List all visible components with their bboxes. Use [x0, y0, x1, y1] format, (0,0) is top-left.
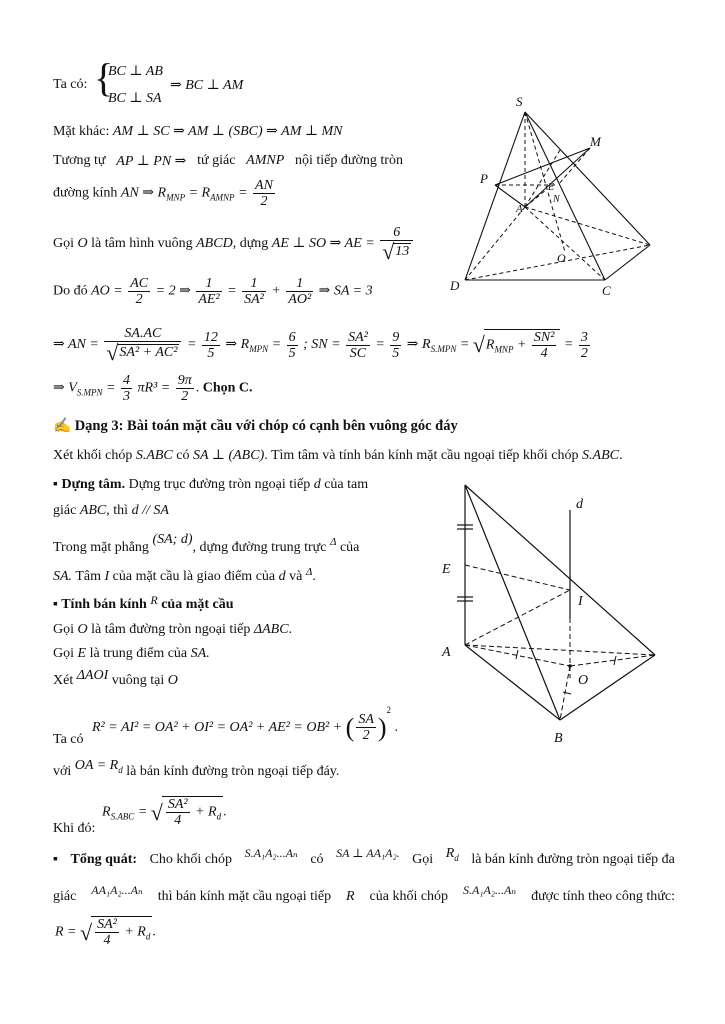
frac-den: AO² [288, 292, 312, 307]
frac-num: SA [358, 712, 374, 728]
tq-d: SA ⊥ AA₁A₂. [336, 846, 400, 860]
frac-num: 1 [196, 276, 221, 292]
v-d: . [195, 380, 200, 396]
voi-a: với [53, 764, 72, 779]
frac-num: 3 [580, 329, 588, 345]
edge-SD [465, 112, 525, 280]
frac-num: 9π [177, 373, 192, 388]
frac-den: 3 [123, 389, 130, 404]
goi-e: , dựng [232, 236, 269, 252]
edge-AB [525, 207, 650, 245]
xetao-d: O [167, 673, 178, 688]
dodo-label: Do đó [53, 283, 88, 299]
sqrt-sign: √ [80, 919, 93, 945]
tongquat-line-2 [53, 883, 675, 905]
trong-a: Trong mặt phẳng [53, 540, 149, 555]
chon-answer: Chọn C. [202, 380, 253, 396]
frac-num: AN [255, 178, 273, 193]
goi-b: O [77, 236, 88, 252]
dungtam-c: của tam [324, 477, 369, 492]
tongquat-line [53, 846, 675, 869]
diag-AC [525, 207, 605, 280]
duongkinh-sub2: AMNP [210, 192, 235, 203]
an-r2: + [516, 337, 527, 353]
taco-label-2: Ta có [53, 732, 84, 747]
voi-line [53, 758, 340, 781]
tuongtu-c: tứ giác [197, 153, 236, 168]
frac-den: 2 [135, 292, 143, 307]
v-frac2 [176, 373, 194, 404]
duongkinh-d: = [238, 185, 248, 201]
tam-a: SA. [53, 569, 73, 584]
tam-b: Tâm [75, 569, 101, 584]
an-h: = [459, 337, 470, 353]
tq2-f: S.A₁A₂...Aₙ [462, 883, 517, 897]
voi-b: OA = R [74, 758, 119, 773]
v-c: πR³ = [137, 380, 171, 396]
goi-d: ABCD [196, 236, 233, 252]
matkhac-label: Mặt khác: [53, 124, 110, 139]
dodo-c: = [227, 283, 237, 299]
duongkinh-a: đường kính [53, 185, 118, 201]
mark-3 [563, 692, 571, 694]
tinhbankinh-line [53, 593, 234, 613]
tq-rd [446, 846, 459, 863]
tq-a: Cho khối chóp [149, 852, 233, 867]
an-c: ⇒ R [225, 337, 250, 353]
frac-den: 4 [174, 813, 182, 828]
goi1-line [53, 622, 292, 638]
sqrt-sign: √ [382, 239, 395, 264]
dungtam-b: d [313, 477, 321, 492]
tq-e: Gọi [412, 852, 434, 867]
label-P: P [480, 171, 488, 186]
sqrt-sign: √ [106, 340, 119, 365]
rs-e: . [223, 804, 227, 820]
edge-AC [465, 645, 655, 655]
frac-num: SA² [167, 797, 188, 812]
sphere-center-figure [430, 470, 670, 760]
label-A: A [442, 645, 451, 660]
frac-num: 9 [392, 329, 400, 345]
an-frac5 [390, 330, 401, 361]
tq2-d: R [346, 889, 355, 904]
xet-d: SA ⊥ (ABC) [193, 448, 265, 463]
edge-BC [560, 655, 655, 720]
an-i: = [563, 337, 574, 353]
tam-f: và [289, 569, 303, 584]
v-sub: S.MPN [76, 387, 103, 398]
rf-sub: d [145, 931, 151, 942]
duongkinh-fraction [253, 178, 275, 209]
label-M: M [590, 134, 601, 149]
trong-line [53, 532, 360, 556]
duongkinh-c: = R [188, 185, 211, 201]
tq2-e: của khối chóp [369, 889, 449, 904]
dungtam-line [53, 477, 368, 493]
rs-sqrt [162, 796, 223, 828]
rs-a: R [102, 804, 111, 820]
v-frac1 [121, 373, 132, 404]
tq2-g: được tính theo công thức: [531, 889, 675, 904]
goi-a: Gọi [53, 236, 74, 252]
an-frac2 [202, 330, 220, 361]
label-d: d [576, 497, 583, 512]
rf-b: + R [124, 924, 146, 940]
frac-den: 2 [580, 345, 588, 361]
tuongtu-line [53, 153, 403, 170]
edge-SC [465, 485, 655, 655]
pyramid-figure [440, 90, 680, 300]
an-sub1: MPN [249, 344, 269, 355]
an-f: = [375, 337, 385, 353]
label-O: O [578, 673, 589, 688]
taco-label: Ta có: [53, 77, 88, 92]
frac-den: 4 [103, 933, 111, 948]
tuongtu-b: AP ⊥ PN ⇒ [116, 154, 187, 169]
an-e: ; SN = [303, 337, 341, 353]
goi-c: là tâm hình vuông [91, 236, 193, 252]
tam-e: d [278, 569, 286, 584]
goi2-c: là trung điểm của [89, 646, 188, 661]
general-formula [55, 916, 156, 948]
frac-num: SA.AC [104, 326, 181, 342]
an-sqrt [484, 329, 561, 361]
goi1-e: . [288, 622, 293, 637]
giac-c: , thì [106, 503, 129, 518]
frac-den: 5 [392, 345, 400, 361]
frac-den: 2 [181, 389, 189, 404]
tq-f: R [445, 846, 455, 861]
section-heading [53, 417, 458, 435]
rf-sqrt [91, 916, 152, 948]
an-a: ⇒ AN = [53, 337, 99, 353]
tuongtu-d: AMNP [246, 153, 285, 168]
frac-den: SA² + AC² [119, 345, 178, 361]
eq-a: R² = AI² = OA² + OI² = OA² + AE² = OB² + [92, 720, 343, 735]
frac-num: 6 [380, 225, 413, 241]
tam-g: Δ [305, 566, 313, 578]
giac-a: giác [53, 503, 77, 518]
duongkinh-b: AN ⇒ R [120, 185, 167, 201]
dodo-frac4 [286, 276, 313, 307]
rs-sub: S.ABC [110, 811, 135, 822]
bullet: ▪ [53, 852, 58, 867]
xet-a: Xét khối chóp [53, 448, 133, 463]
an-d: = [271, 337, 282, 353]
edge-AD [465, 207, 525, 280]
label-I: I [578, 594, 583, 609]
dungtam-title: Dựng tâm. [61, 477, 126, 492]
frac-den: 4 [540, 345, 548, 361]
frac-num: 12 [203, 329, 218, 345]
frac-num: AC [130, 276, 149, 291]
tq2-c: thì bán kính mặt cầu ngoại tiếp [157, 889, 332, 904]
goi-line [53, 225, 415, 263]
xetaoi-line [53, 668, 178, 689]
frac-den: SC [349, 345, 367, 361]
tuongtu-a: Tương tự [53, 153, 106, 168]
seg-AI [465, 590, 570, 645]
matkhac-line [53, 123, 343, 140]
trong-c: , dựng đường trung trực [192, 540, 327, 555]
giac-line [53, 503, 169, 519]
an-g: ⇒ R [406, 337, 431, 353]
dodo-e: ⇒ SA = 3 [318, 283, 373, 299]
frac-den: 2 [260, 194, 268, 209]
mark-1 [516, 650, 518, 659]
rs-equation [102, 796, 227, 828]
radius-equation [92, 705, 398, 743]
writing-hand-icon: ✍ [53, 418, 72, 434]
an-r1: R [485, 337, 495, 353]
frac-den: AE² [198, 292, 220, 307]
rs-frac [166, 797, 190, 828]
rf-a: R = [55, 924, 77, 940]
frac-den: 5 [207, 345, 215, 361]
v-a: ⇒ V [53, 380, 77, 396]
dodo-d: + [271, 283, 281, 299]
xetao-b: ΔAOI [76, 668, 109, 683]
xet-f: S.ABC [582, 448, 619, 463]
paren-open: ( [345, 712, 355, 742]
frac-num: SA² [97, 917, 117, 932]
goi2-b: E [77, 646, 87, 661]
dungtam-a: Dựng trục đường tròn ngoại tiếp [128, 477, 311, 492]
duongkinh-line [53, 178, 277, 209]
xet-b: S.ABC [135, 448, 173, 463]
voi-sub: d [118, 764, 123, 775]
an-frac3 [287, 330, 298, 361]
dodo-line [53, 276, 373, 307]
rf-c: . [152, 924, 156, 940]
eq-square: 2 [386, 705, 392, 715]
tbk-b: R [150, 593, 158, 607]
frac-num: 1 [286, 276, 313, 292]
trong-e: của [339, 540, 360, 555]
tbk-c: của mặt cầu [161, 597, 234, 612]
tbk-a: Tính bán kính [61, 597, 147, 612]
label-D: D [450, 278, 460, 293]
label-E: E [548, 182, 555, 193]
khido-label: Khi đó: [53, 821, 96, 836]
tam-line [53, 566, 316, 585]
system-brace: { [94, 55, 114, 100]
xet-e: . Tìm tâm và tính bán kính mặt cầu ngoại tiếp khối chóp [264, 448, 579, 463]
section-title: Dạng 3: Bài toán mặt cầu với chóp có cạnh bên vuông góc đáy [74, 418, 458, 434]
an-frac4 [346, 330, 370, 361]
dodo-a: AO = [91, 283, 123, 299]
frac-den: 13 [395, 244, 410, 260]
volume-line [53, 373, 253, 404]
goi2-line [53, 646, 210, 662]
goi1-a: Gọi [53, 622, 74, 637]
voi-c: là bán kính đường tròn ngoại tiếp đáy. [126, 764, 340, 779]
frac-num: SN² [533, 329, 555, 345]
tq-title: Tổng quát: [70, 852, 138, 867]
xet-line [53, 447, 622, 464]
seg-EI [465, 565, 570, 590]
xetao-c: vuông tại [111, 673, 165, 688]
eq-frac [356, 712, 376, 743]
goi1-b: O [77, 622, 88, 637]
an-frac6 [579, 330, 590, 361]
rf-frac [95, 917, 119, 948]
an-r1sub: MNP [494, 344, 514, 355]
goi1-c: là tâm đường tròn ngoại tiếp [91, 622, 251, 637]
label-B: B [554, 731, 563, 746]
paren-close: ) [377, 712, 387, 742]
tq-fsub: d [454, 852, 459, 863]
an-line [53, 326, 592, 364]
tam-c: I [104, 569, 110, 584]
giac-d: d // SA [131, 503, 169, 518]
trong-b: (SA; d) [152, 532, 193, 547]
frac-den: 2 [362, 728, 370, 744]
tam-h: . [312, 569, 316, 584]
goi2-a: Gọi [53, 646, 74, 661]
label-C: C [602, 283, 611, 298]
an-b: = [186, 337, 197, 353]
sqrt-sign: √ [150, 799, 163, 825]
an-rfrac [532, 330, 557, 361]
edge-AB [465, 645, 560, 720]
frac-den: 5 [288, 345, 296, 361]
edge-SB [525, 112, 650, 245]
an-frac1 [104, 326, 181, 364]
goi1-d: ΔABC [253, 622, 289, 637]
goi-fraction [380, 225, 413, 263]
frac-den: SA² [244, 292, 264, 307]
point-O [568, 664, 572, 668]
label-N: N [553, 194, 560, 205]
rs-c: + R [195, 804, 217, 820]
dodo-frac3 [242, 276, 266, 307]
bullet: ▪ [53, 597, 58, 612]
rs-b: = [137, 804, 148, 820]
an-sub2: S.MPN [430, 344, 457, 355]
tq-g: là bán kính đường tròn ngoại tiếp đa [471, 852, 675, 867]
xet-c: có [176, 448, 190, 463]
label-O: O [557, 251, 566, 265]
dodo-frac2 [196, 276, 221, 307]
tam-d: của mặt cầu là giao điểm của [112, 569, 276, 584]
matkhac-formula: AM ⊥ SC ⇒ AM ⊥ (SBC) ⇒ AM ⊥ MN [112, 124, 343, 139]
v-b: = [106, 380, 116, 396]
dodo-b: = 2 ⇒ [155, 283, 191, 299]
frac-num: SA² [348, 329, 368, 345]
frac-num: 4 [123, 373, 130, 388]
system-line-1: BC ⊥ AB [108, 64, 163, 79]
duongkinh-sub1: MNP [166, 192, 186, 203]
dodo-frac1 [128, 276, 150, 307]
edge-CB [605, 245, 650, 280]
tq2-b: AA₁A₂...Aₙ [91, 883, 143, 897]
bullet: ▪ [53, 477, 58, 492]
xet-g: . [618, 448, 623, 463]
tq2-a: giác [53, 889, 77, 904]
label-E: E [442, 562, 451, 577]
frac-num: 6 [288, 329, 296, 345]
tq-c: có [310, 852, 324, 867]
system-result: ⇒ BC ⊥ AM [170, 78, 244, 93]
goi2-d: SA. [190, 646, 210, 661]
label-A: A [516, 203, 523, 215]
eq-b: . [394, 720, 399, 735]
seg-MN [558, 148, 590, 185]
tuongtu-e: nội tiếp đường tròn [295, 153, 403, 168]
xetao-a: Xét [53, 673, 74, 688]
frac-num: 1 [242, 276, 266, 292]
giac-b: ABC [79, 503, 107, 518]
rs-csub: d [216, 811, 222, 822]
sqrt-sign: √ [472, 332, 485, 357]
system-line-2: BC ⊥ SA [108, 91, 162, 106]
goi-f: AE ⊥ SO ⇒ AE = [271, 236, 375, 252]
label-S: S [516, 94, 523, 109]
trong-d: Δ [329, 536, 337, 548]
tq-b: S.A₁A₂...Aₙ [244, 846, 298, 860]
